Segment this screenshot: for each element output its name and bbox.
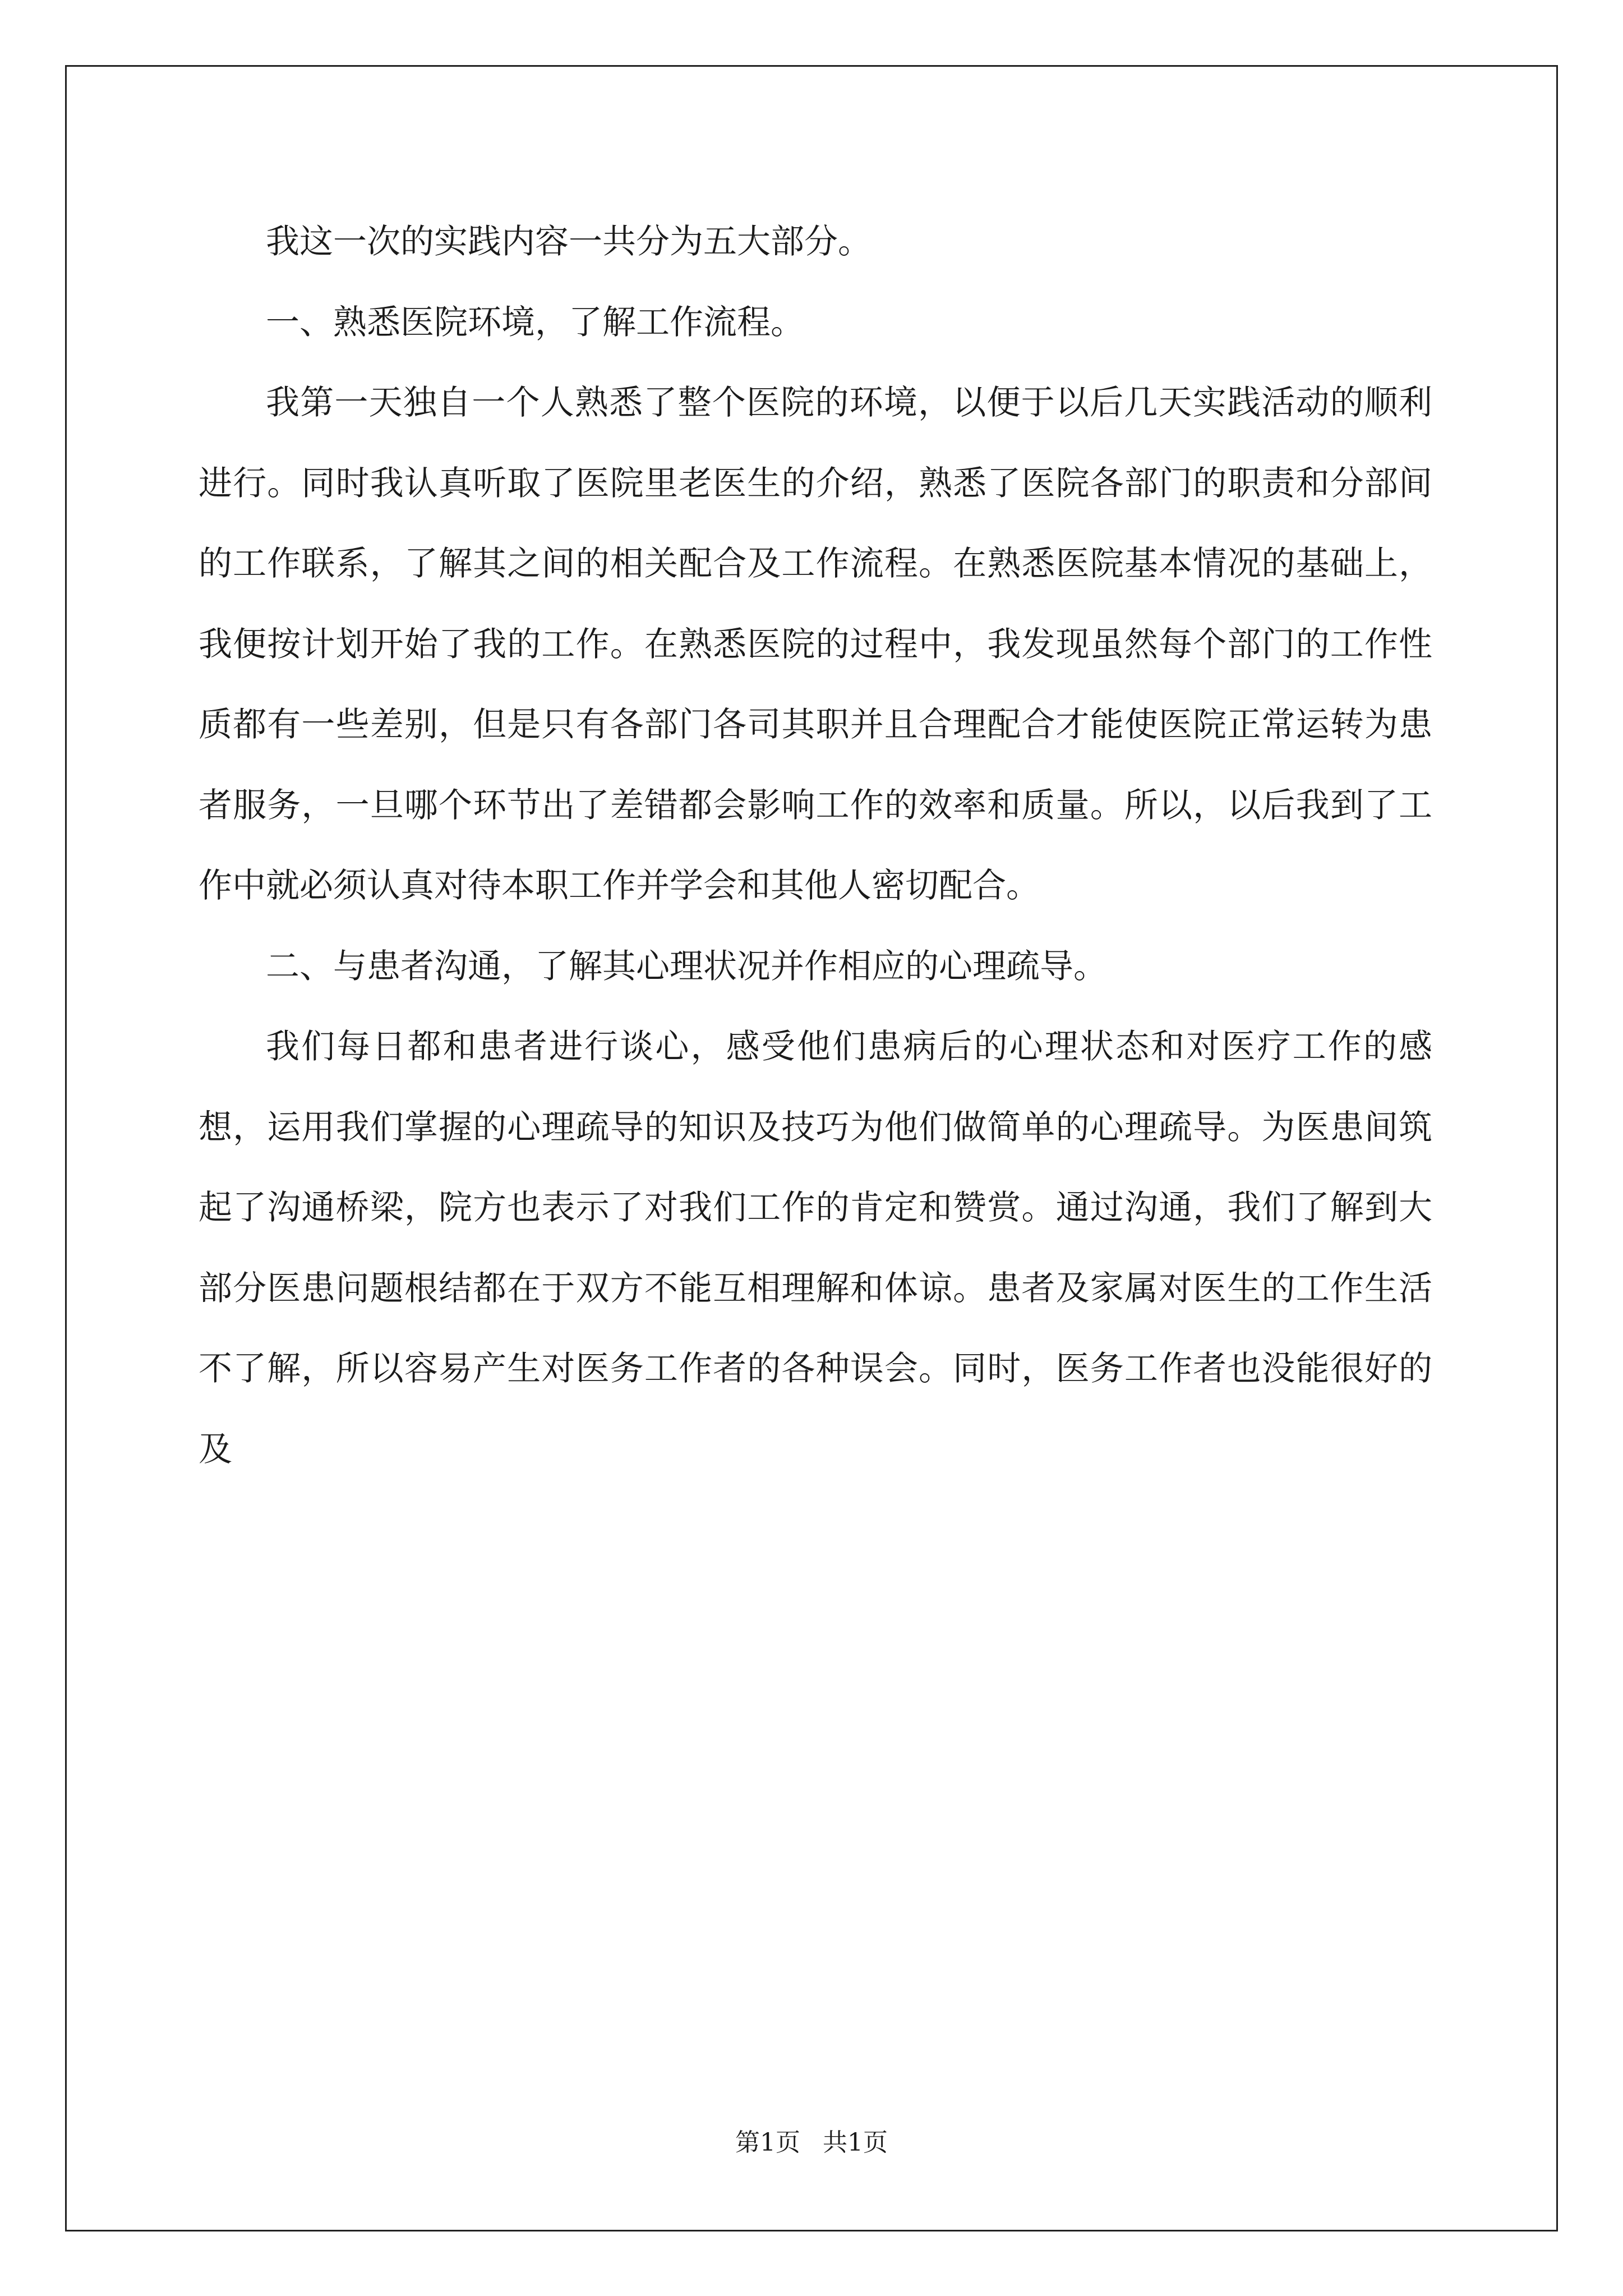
page-number: 第1页	[735, 2128, 800, 2157]
paragraph-section-2: 我们每日都和患者进行谈心，感受他们患病后的心理状态和对医疗工作的感想，运用我们掌握的心理疏导的知识及技巧为他们做简单的心理疏导。为医患间筑起了沟通桥梁，院方也表示了对我们工作的肯定和赞赏。通过沟通，我们了解到大部分医患问题根结都在于双方不能互相理解和体谅。患者及家属对医生的工作生活不了解，所以容易产生对医务工作者的各种误会。同时，医务工作者也没能很好的及	[199, 1027, 1432, 1469]
document-body	[199, 202, 1432, 1490]
paragraph-section-1: 我第一天独自一个人熟悉了整个医院的环境，以便于以后几天实践活动的顺利进行。同时我认真听取了医院里老医生的介绍，熟悉了医院各部门的职责和分部间的工作联系，了解其之间的相关配合及工作流程。在熟悉医院基本情况的基础上，我便按计划开始了我的工作。在熟悉医院的过程中，我发现虽然每个部门的工作性质都有一些差别，但是只有各部门各司其职并且合理配合才能使医院正常运转为患者服务，一旦哪个环节出了差错都会影响工作的效率和质量。所以，以后我到了工作中就必须认真对待本职工作并学会和其他人密切配合。	[199, 383, 1432, 905]
section-heading-1: 一、熟悉医院环境，了解工作流程。	[266, 302, 804, 342]
page-total: 共1页	[823, 2128, 888, 2157]
page-footer	[0, 2126, 1623, 2160]
paragraph-intro: 我这一次的实践内容一共分为五大部分。	[266, 222, 872, 261]
section-heading-2: 二、与患者沟通，了解其心理状况并作相应的心理疏导。	[266, 946, 1107, 986]
